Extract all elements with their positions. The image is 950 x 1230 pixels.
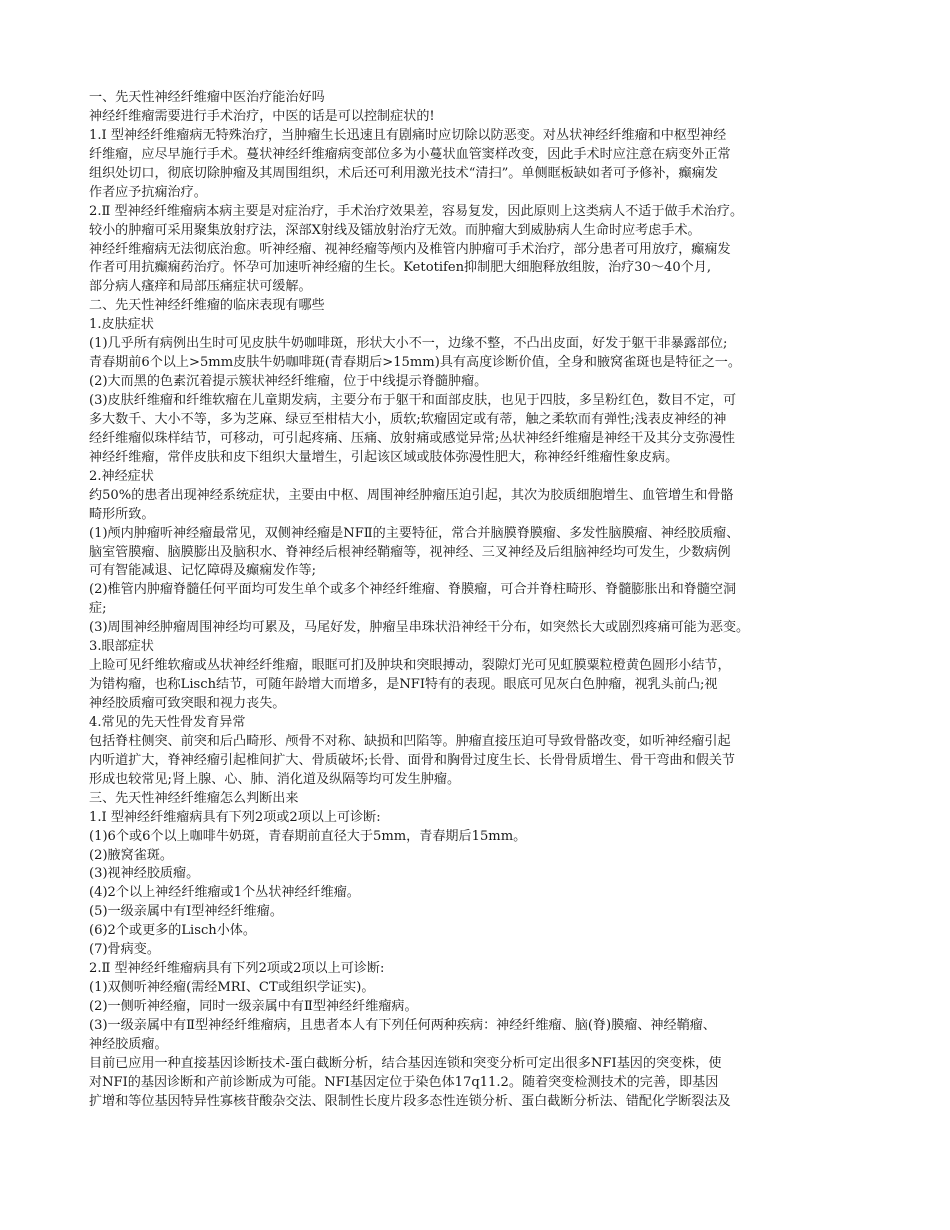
- text-line: 畸形所致。: [89, 506, 155, 522]
- text-line: 2.神经症状: [89, 468, 154, 484]
- text-line: 纤维瘤，应尽早施行手术。蔓状神经纤维瘤病变部位多为小蔓状血管窦样改变，因此手术时应注意在病变外正常: [89, 146, 731, 162]
- text-line: (3)视神经胶质瘤。: [89, 866, 200, 882]
- text-line: 脑室管膜瘤、脑膜膨出及脑积水、脊神经后根神经鞘瘤等，视神经、三叉神经及后组脑神经均可发生，少数病例: [89, 544, 731, 560]
- text-line: 形成也较常见;肾上腺、心、肺、消化道及纵隔等均可发生肿瘤。: [89, 771, 461, 787]
- text-line: 内听道扩大，脊神经瘤引起椎间扩大、骨质破坏;长骨、面骨和胸骨过度生长、长骨骨质增生、骨干弯曲和假关节: [89, 752, 736, 768]
- text-line: 症;: [89, 601, 107, 617]
- text-line: (4)2个以上神经纤维瘤或1个丛状神经纤维瘤。: [89, 885, 360, 901]
- text-line: 作者应予抗痫治疗。: [89, 184, 207, 200]
- text-line: 目前已应用一种直接基因诊断技术-蛋白截断分析，结合基因连锁和突变分析可定出很多NFⅠ基因的突变株，使: [89, 1055, 722, 1071]
- text-line: (3)一级亲属中有Ⅱ型神经纤维瘤病，且患者本人有下列任何两种疾病：神经纤维瘤、脑(脊)膜瘤、神经鞘瘤、: [89, 1017, 716, 1033]
- text-line: 1.皮肤症状: [89, 317, 154, 333]
- text-line: (1)6个或6个以上咖啡牛奶斑，青春期前直径大于5mm，青春期后15mm。: [89, 828, 527, 844]
- text-line: 约50%的患者出现神经系统症状，主要由中枢、周围神经肿瘤压迫引起，其次为胶质细胞增生、血管增生和骨骼: [89, 487, 734, 503]
- text-line: 三、先天性神经纤维瘤怎么判断出来: [89, 790, 299, 806]
- text-line: 3.眼部症状: [89, 639, 154, 655]
- text-line: 可有智能减退、记忆障碍及癫痫发作等;: [89, 563, 317, 579]
- text-line: 多大数千、大小不等，多为芝麻、绿豆至柑桔大小，质软;软瘤固定或有蒂，触之柔软而有弹性;浅表皮神经的神: [89, 411, 727, 427]
- text-line: 经纤维瘤似珠样结节，可移动，可引起疼痛、压痛、放射痛或感觉异常;丛状神经纤维瘤是神经干及其分支弥漫性: [89, 430, 736, 446]
- text-line: 2.Ⅱ 型神经纤维瘤病具有下列2项或2项以上可诊断:: [89, 961, 385, 977]
- text-line: (1)双侧听神经瘤(需经MRI、CT或组织学证实)。: [89, 980, 375, 996]
- text-line: 扩增和等位基因特异性寡核苷酸杂交法、限制性长度片段多态性连锁分析、蛋白截断分析法、错配化学断裂法及: [89, 1093, 731, 1109]
- text-line: (3)周围神经肿瘤周围神经均可累及，马尾好发，肿瘤呈串珠状沿神经干分布，如突然长大或剧烈疼痛可能为恶变。: [89, 620, 750, 636]
- text-line: 包括脊柱侧突、前突和后凸畸形、颅骨不对称、缺损和凹陷等。肿瘤直接压迫可导致骨骼改变，如听神经瘤引起: [89, 733, 731, 749]
- text-line: 作者可用抗癫痫药治疗。怀孕可加速听神经瘤的生长。Ketotifen抑制肥大细胞释放组胺，治疗30～40个月,: [89, 260, 712, 276]
- text-line: 对NFⅠ的基因诊断和产前诊断成为可能。NFⅠ基因定位于染色体17q11.2。随着突变检测技术的完善，即基因: [89, 1074, 719, 1090]
- text-line: 较小的肿瘤可采用聚集放射疗法，深部Ⅹ射线及镭放射治疗无效。而肿瘤大到威胁病人生命时应考虑手术。: [89, 222, 701, 238]
- text-line: 青春期前6个以上>5mm皮肤牛奶咖啡斑(青春期后>15mm)具有高度诊断价值，全身和腋窝雀斑也是特征之一。: [89, 355, 741, 371]
- text-line: 神经纤维瘤需要进行手术治疗，中医的话是可以控制症状的!: [89, 108, 435, 124]
- text-line: 1.Ⅰ 型神经纤维瘤病具有下列2项或2项以上可诊断:: [89, 809, 381, 825]
- text-line: 4.常见的先天性骨发育异常: [89, 714, 246, 730]
- text-line: (1)几乎所有病例出生时可见皮肤牛奶咖啡斑，形状大小不一，边缘不整，不凸出皮面，好发于躯干非暴露部位;: [89, 336, 728, 352]
- text-line: (5)一级亲属中有Ⅰ型神经纤维瘤。: [89, 904, 283, 920]
- text-line: (2)一侧听神经瘤，同时一级亲属中有Ⅱ型神经纤维瘤病。: [89, 999, 418, 1014]
- text-line: 神经纤维瘤病无法彻底治愈。听神经瘤、视神经瘤等颅内及椎管内肿瘤可手术治疗，部分患者可用放疗，癫痫发: [89, 241, 731, 257]
- text-line: (1)颅内肿瘤听神经瘤最常见，双侧神经瘤是NFⅡ的主要特征，常合并脑膜脊膜瘤、多发性脑膜瘤、神经胶质瘤、: [89, 525, 740, 541]
- text-line: 神经纤维瘤，常伴皮肤和皮下组织大量增生，引起该区域或肢体弥漫性肥大，称神经纤维瘤性象皮病。: [89, 449, 679, 465]
- text-line: 部分病人瘙痒和局部压痛症状可缓解。: [89, 279, 312, 295]
- text-line: (3)皮肤纤维瘤和纤维软瘤在儿童期发病，主要分布于躯干和面部皮肤，也见于四肢，多呈粉红色，数目不定，可: [89, 393, 737, 408]
- text-line: 为错构瘤，也称Lisch结节，可随年龄增大而增多，是NFI特有的表现。眼底可见灰白色肿瘤，视乳头前凸;视: [89, 677, 718, 693]
- text-line: (2)腋窝雀斑。: [89, 847, 174, 863]
- text-line: 2.Ⅱ 型神经纤维瘤病本病主要是对症治疗，手术治疗效果差，容易复发，因此原则上这类病人不适于做手术治疗。: [89, 203, 744, 219]
- text-line: 组织处切口，彻底切除肿瘤及其周围组织，术后还可利用激光技术“清扫”。单侧眶板缺如者可予修补，癫痫发: [89, 165, 718, 181]
- text-line: 神经胶质瘤。: [89, 1036, 168, 1052]
- text-line: 神经胶质瘤可致突眼和视力丧失。: [89, 696, 286, 711]
- text-line: (7)骨病变。: [89, 942, 160, 958]
- text-line: (2)大而黑的色素沉着提示簇状神经纤维瘤，位于中线提示脊髓肿瘤。: [89, 374, 488, 390]
- text-line: 1.Ⅰ 型神经纤维瘤病无特殊治疗，当肿瘤生长迅速且有剧痛时应切除以防恶变。对丛状神经纤维瘤和中枢型神经: [89, 127, 727, 143]
- text-line: 一、先天性神经纤维瘤中医治疗能治好吗: [89, 90, 325, 105]
- text-line: 二、先天性神经纤维瘤的临床表现有哪些: [89, 298, 325, 314]
- text-line: 上睑可见纤维软瘤或丛状神经纤维瘤，眼眶可扪及肿块和突眼搏动，裂隙灯光可见虹膜粟粒橙黄色圆形小结节，: [89, 658, 731, 674]
- text-line: (6)2个或更多的Lisch小体。: [89, 923, 256, 939]
- text-line: (2)椎管内肿瘤脊髓任何平面均可发生单个或多个神经纤维瘤、脊膜瘤，可合并脊柱畸形、脊髓膨胀出和脊髓空洞: [89, 582, 737, 598]
